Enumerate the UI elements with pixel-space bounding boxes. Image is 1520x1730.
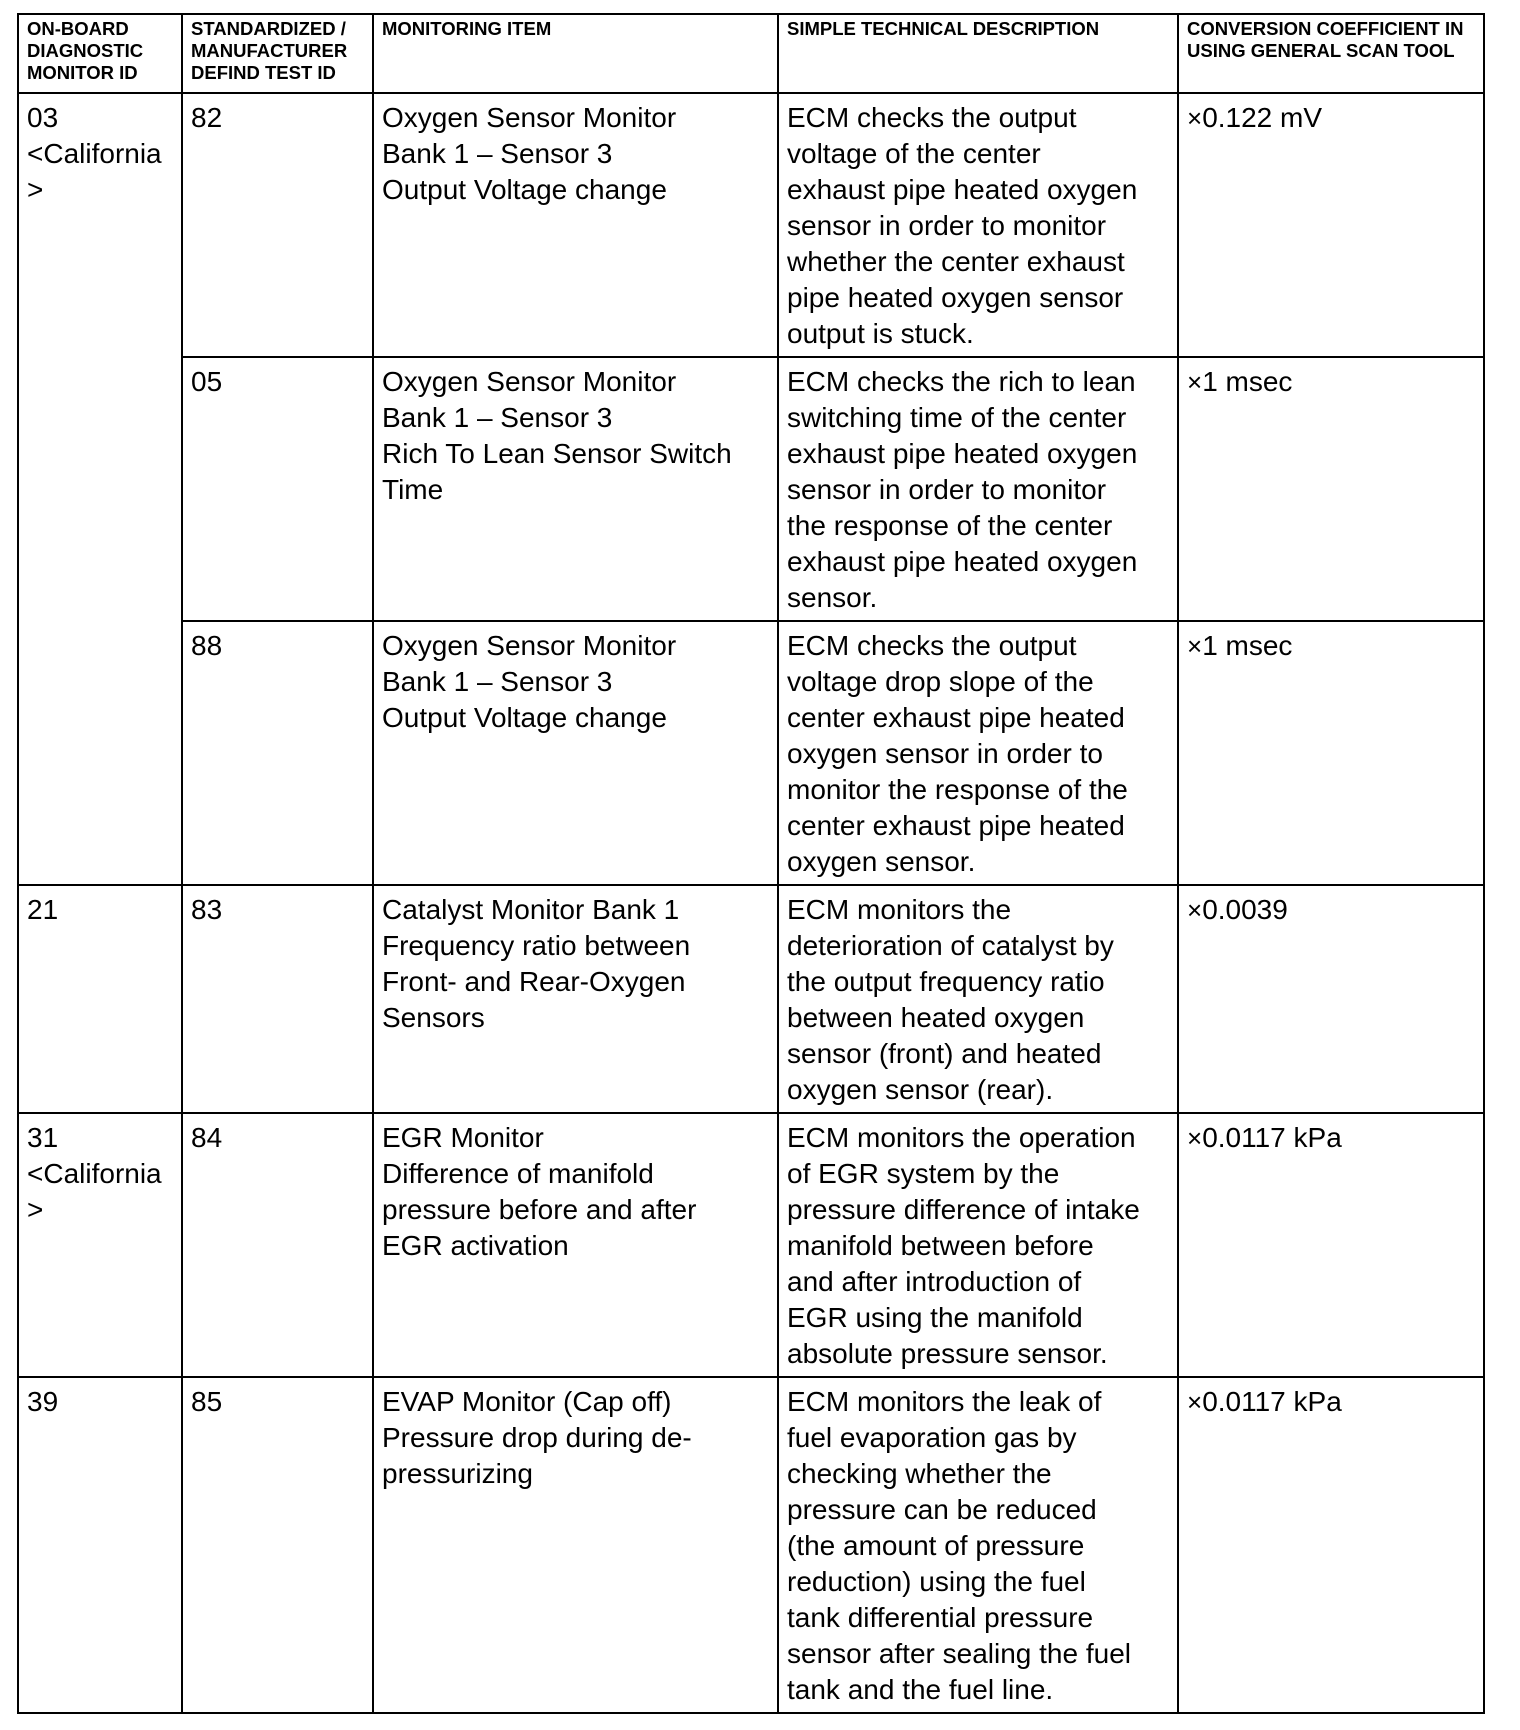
- text-line: sensor in order to monitor: [787, 474, 1107, 505]
- text-line: EVAP Monitor (Cap off): [382, 1386, 672, 1417]
- header-obd-monitor-id: [18, 14, 182, 93]
- text-line: Bank 1 – Sensor 3: [382, 666, 613, 697]
- table-row: [18, 621, 1484, 885]
- text-line: STANDARDIZED /: [191, 18, 346, 39]
- text-line: oxygen sensor.: [787, 846, 976, 877]
- text-line: Front- and Rear-Oxygen: [382, 966, 686, 997]
- coefficient: [1187, 1122, 1342, 1153]
- text-line: CONVERSION COEFFICIENT IN: [1187, 18, 1464, 39]
- text-line: tank differential pressure: [787, 1602, 1094, 1633]
- header-row: [18, 14, 1484, 93]
- coefficient-value: 0.0117 kPa: [1202, 1122, 1342, 1153]
- text-line: center exhaust pipe heated: [787, 810, 1125, 841]
- text-line: MONITORING ITEM: [382, 18, 552, 39]
- text-line: Output Voltage change: [382, 174, 667, 205]
- text-line: 31: [27, 1122, 59, 1153]
- text-line: 39: [27, 1386, 59, 1417]
- text-line: Rich To Lean Sensor Switch: [382, 438, 732, 469]
- text-line: oxygen sensor (rear).: [787, 1074, 1054, 1105]
- obd-monitor-id-cell: [18, 1377, 182, 1713]
- text-line: sensor.: [787, 582, 878, 613]
- text-line: pressure can be reduced: [787, 1494, 1097, 1525]
- header-test-id: [182, 14, 373, 93]
- text-line: EGR activation: [382, 1230, 569, 1261]
- text-line: (the amount of pressure: [787, 1530, 1085, 1561]
- conversion-coefficient-cell: [1178, 1377, 1484, 1713]
- coefficient-value: 0.122 mV: [1202, 102, 1323, 133]
- text-line: pressure before and after: [382, 1194, 697, 1225]
- test-id: 05: [191, 366, 223, 397]
- multiply-sign: ×: [1187, 895, 1203, 925]
- table-header: [18, 14, 1484, 93]
- test-id: 88: [191, 630, 223, 661]
- text-line: sensor (front) and heated: [787, 1038, 1102, 1069]
- test-id-cell: [182, 885, 373, 1113]
- test-id-cell: [182, 1377, 373, 1713]
- text-line: Bank 1 – Sensor 3: [382, 402, 613, 433]
- conversion-coefficient-cell: [1178, 885, 1484, 1113]
- text-line: <California: [27, 1158, 162, 1189]
- monitoring-item-cell: [373, 93, 778, 357]
- conversion-coefficient-cell: [1178, 357, 1484, 621]
- text-line: monitor the response of the: [787, 774, 1128, 805]
- coefficient: [1187, 1386, 1342, 1417]
- coefficient-value: 0.0117 kPa: [1202, 1386, 1342, 1417]
- text-line: center exhaust pipe heated: [787, 702, 1125, 733]
- obd-monitor-id-cell: [18, 93, 182, 885]
- monitoring-item-cell: [373, 621, 778, 885]
- coefficient: [1187, 366, 1292, 397]
- multiply-sign: ×: [1187, 1123, 1203, 1153]
- text-line: sensor after sealing the fuel: [787, 1638, 1131, 1669]
- text-line: MONITOR ID: [27, 62, 138, 83]
- text-line: pressurizing: [382, 1458, 533, 1489]
- monitoring-item-cell: [373, 1377, 778, 1713]
- text-line: Time: [382, 474, 444, 505]
- coefficient: [1187, 630, 1292, 661]
- table-row: [18, 1377, 1484, 1713]
- text-line: pipe heated oxygen sensor: [787, 282, 1124, 313]
- text-line: exhaust pipe heated oxygen: [787, 174, 1138, 205]
- table-row: [18, 357, 1484, 621]
- text-line: Output Voltage change: [382, 702, 667, 733]
- text-line: <California: [27, 138, 162, 169]
- coefficient: [1187, 102, 1322, 133]
- text-line: manifold between before: [787, 1230, 1094, 1261]
- text-line: Oxygen Sensor Monitor: [382, 102, 677, 133]
- text-line: whether the center exhaust: [787, 246, 1125, 277]
- text-line: the output frequency ratio: [787, 966, 1105, 997]
- description-cell: [778, 1377, 1178, 1713]
- text-line: Oxygen Sensor Monitor: [382, 630, 677, 661]
- text-line: of EGR system by the: [787, 1158, 1060, 1189]
- text-line: DEFIND TEST ID: [191, 62, 336, 83]
- text-line: ECM checks the rich to lean: [787, 366, 1136, 397]
- obd-monitor-id-cell: [18, 885, 182, 1113]
- text-line: Bank 1 – Sensor 3: [382, 138, 613, 169]
- text-line: and after introduction of: [787, 1266, 1082, 1297]
- text-line: fuel evaporation gas by: [787, 1422, 1077, 1453]
- multiply-sign: ×: [1187, 631, 1203, 661]
- table-body: [18, 93, 1484, 1713]
- test-id: 85: [191, 1386, 223, 1417]
- text-line: USING GENERAL SCAN TOOL: [1187, 40, 1455, 61]
- text-line: oxygen sensor in order to: [787, 738, 1103, 769]
- table-row: [18, 93, 1484, 357]
- multiply-sign: ×: [1187, 367, 1203, 397]
- text-line: reduction) using the fuel: [787, 1566, 1086, 1597]
- text-line: DIAGNOSTIC: [27, 40, 144, 61]
- header-conversion-coefficient: [1178, 14, 1484, 93]
- text-line: exhaust pipe heated oxygen: [787, 546, 1138, 577]
- text-line: output is stuck.: [787, 318, 974, 349]
- obd-monitor-id-cell: [18, 1113, 182, 1377]
- text-line: sensor in order to monitor: [787, 210, 1107, 241]
- text-line: Oxygen Sensor Monitor: [382, 366, 677, 397]
- text-line: ON-BOARD: [27, 18, 129, 39]
- conversion-coefficient-cell: [1178, 1113, 1484, 1377]
- test-id: 82: [191, 102, 223, 133]
- coefficient-value: 1 msec: [1202, 630, 1293, 661]
- text-line: between heated oxygen: [787, 1002, 1085, 1033]
- text-line: Frequency ratio between: [382, 930, 691, 961]
- monitoring-item-cell: [373, 885, 778, 1113]
- monitor-spec-table: [17, 13, 1485, 1714]
- text-line: Catalyst Monitor Bank 1: [382, 894, 680, 925]
- text-line: 21: [27, 894, 59, 925]
- test-id-cell: [182, 357, 373, 621]
- text-line: absolute pressure sensor.: [787, 1338, 1108, 1369]
- text-line: >: [27, 1194, 44, 1225]
- monitoring-item-cell: [373, 1113, 778, 1377]
- text-line: ECM monitors the leak of: [787, 1386, 1102, 1417]
- text-line: ECM checks the output: [787, 102, 1077, 133]
- test-id: 83: [191, 894, 223, 925]
- table-row: [18, 1113, 1484, 1377]
- text-line: deterioration of catalyst by: [787, 930, 1114, 961]
- multiply-sign: ×: [1187, 1387, 1203, 1417]
- text-line: tank and the fuel line.: [787, 1674, 1054, 1705]
- text-line: ECM monitors the: [787, 894, 1012, 925]
- description-cell: [778, 621, 1178, 885]
- header-monitoring-item: [373, 14, 778, 93]
- text-line: >: [27, 174, 44, 205]
- text-line: EGR using the manifold: [787, 1302, 1083, 1333]
- text-line: the response of the center: [787, 510, 1113, 541]
- conversion-coefficient-cell: [1178, 621, 1484, 885]
- text-line: pressure difference of intake: [787, 1194, 1140, 1225]
- test-id: 84: [191, 1122, 223, 1153]
- header-technical-description: [778, 14, 1178, 93]
- text-line: Sensors: [382, 1002, 485, 1033]
- table-row: [18, 885, 1484, 1113]
- test-id-cell: [182, 93, 373, 357]
- text-line: switching time of the center: [787, 402, 1127, 433]
- description-cell: [778, 885, 1178, 1113]
- text-line: ECM monitors the operation: [787, 1122, 1136, 1153]
- text-line: Difference of manifold: [382, 1158, 654, 1189]
- test-id-cell: [182, 621, 373, 885]
- coefficient-value: 0.0039: [1202, 894, 1288, 925]
- text-line: Pressure drop during de-: [382, 1422, 692, 1453]
- conversion-coefficient-cell: [1178, 93, 1484, 357]
- text-line: ECM checks the output: [787, 630, 1077, 661]
- text-line: MANUFACTURER: [191, 40, 348, 61]
- coefficient-value: 1 msec: [1202, 366, 1293, 397]
- text-line: SIMPLE TECHNICAL DESCRIPTION: [787, 18, 1100, 39]
- description-cell: [778, 357, 1178, 621]
- test-id-cell: [182, 1113, 373, 1377]
- text-line: exhaust pipe heated oxygen: [787, 438, 1138, 469]
- coefficient: [1187, 894, 1288, 925]
- text-line: EGR Monitor: [382, 1122, 544, 1153]
- text-line: voltage drop slope of the: [787, 666, 1094, 697]
- text-line: voltage of the center: [787, 138, 1041, 169]
- text-line: 03: [27, 102, 59, 133]
- description-cell: [778, 1113, 1178, 1377]
- multiply-sign: ×: [1187, 103, 1203, 133]
- monitoring-item-cell: [373, 357, 778, 621]
- text-line: checking whether the: [787, 1458, 1052, 1489]
- description-cell: [778, 93, 1178, 357]
